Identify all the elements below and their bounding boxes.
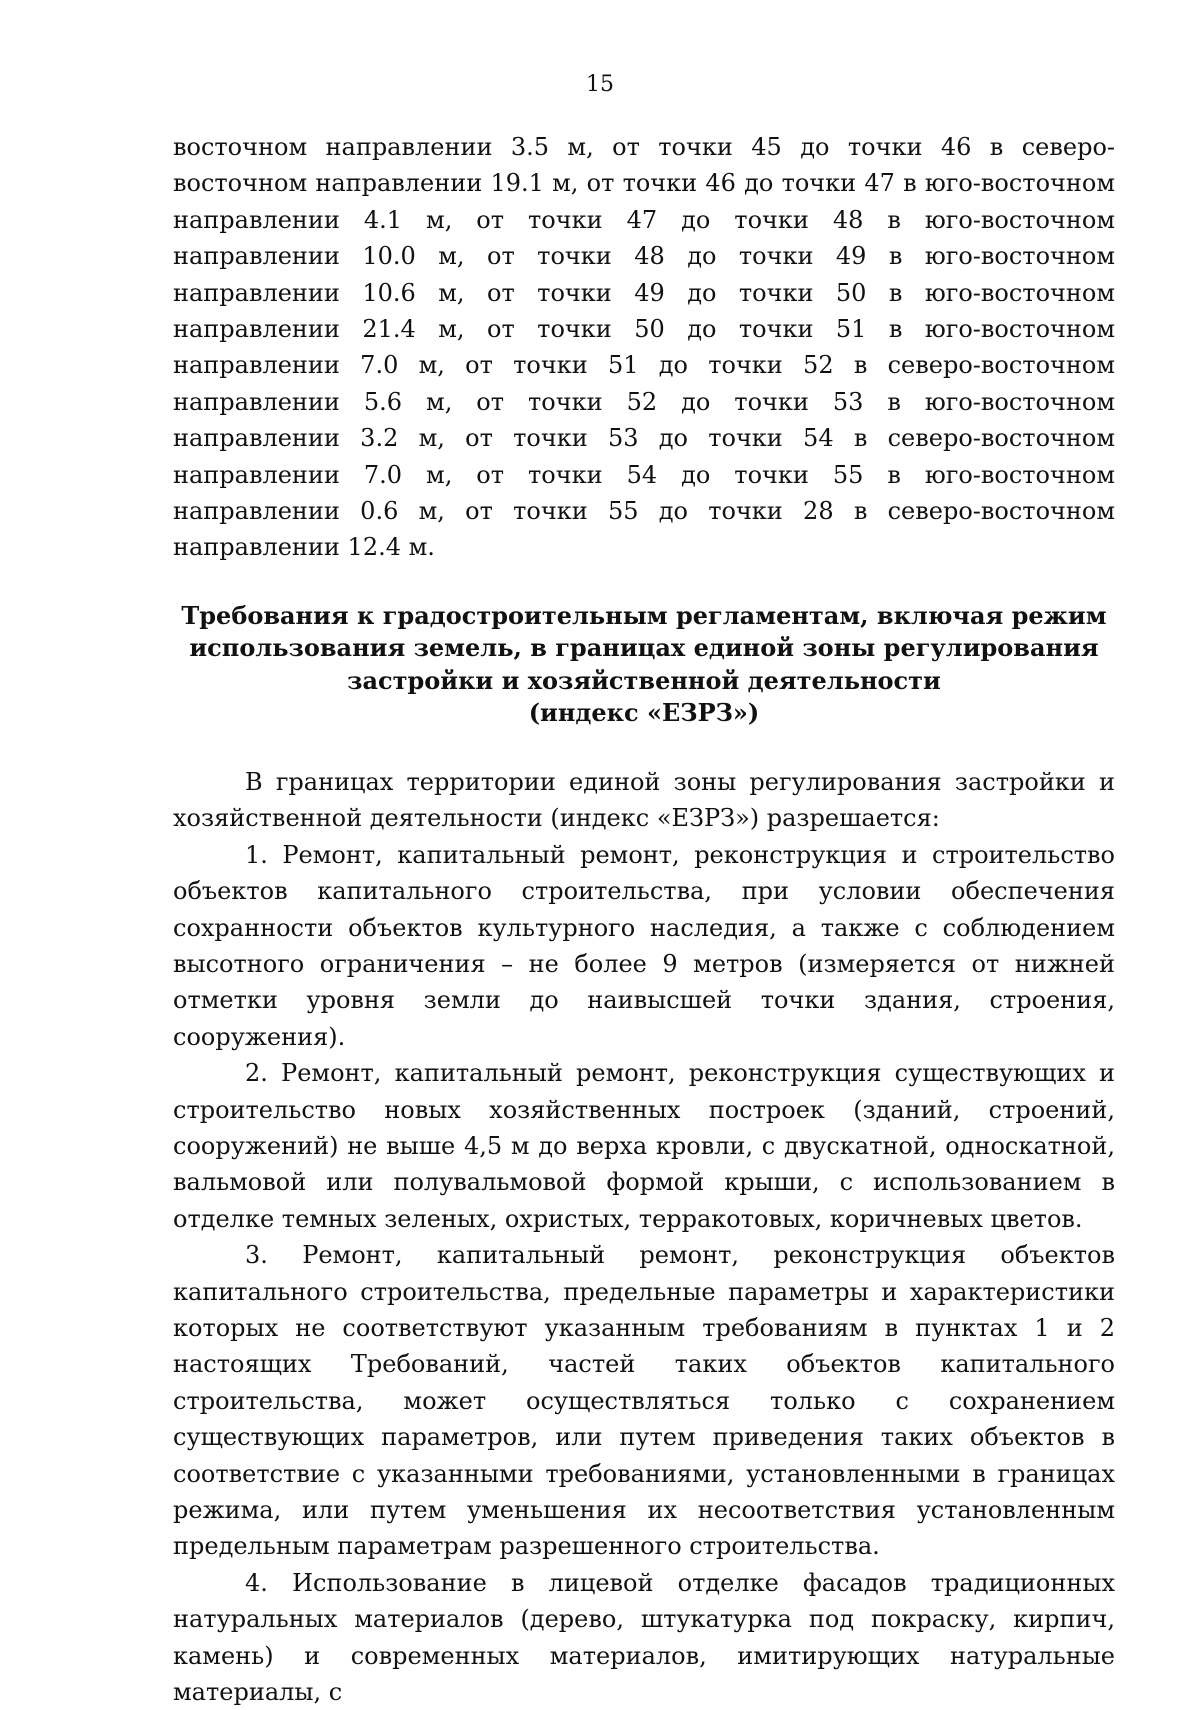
list-item-3: 3. Ремонт, капитальный ремонт, реконструкция объектов капитального строительства, предельные параметры и характеристики которых не соответствуют указанным требованиям в пунктах 1 и 2 настоящих Требований, частей таких объектов капитального строительства, может осуществляться только с сохранением существующих параметров, или путем приведения таких объектов в соответствие с указанными требованиями, установленными в границах режима, или путем уменьшения их несоответствия установленным предельным параметрам разрешенного строительства. [173,1241,1115,1561]
section-title-line-2: использования земель, в границах единой зоны регулирования [189,633,1099,663]
section-title-line-3: застройки и хозяйственной деятельности [347,665,941,695]
document-body [173,129,1115,1710]
lead-paragraph: В границах территории единой зоны регулирования застройки и хозяйственной деятельности (индекс «ЕЗРЗ») разрешается: [173,767,1115,833]
list-item-4: 4. Использование в лицевой отделке фасадов традиционных натуральных материалов (дерево, штукатурка под покраску, кирпич, камень) и современных материалов, имитирующих натуральные материалы, с [173,1568,1115,1707]
section-title-line-4: (индекс «ЕЗРЗ») [528,698,760,728]
page-number: 15 [586,72,614,97]
list-item-1: 1. Ремонт, капитальный ремонт, реконструкция и строительство объектов капитального строительства, при условии обеспечения сохранности объектов культурного наследия, а также с соблюдением высотного ограничения – не более 9 метров (измеряется от нижней отметки уровня земли до наивысшей точки здания, строения, сооружения). [173,840,1115,1051]
section-title-line-1: Требования к градостроительным регламентам, включая режим [181,600,1107,630]
list-item-2: 2. Ремонт, капитальный ремонт, реконструкция существующих и строительство новых хозяйственных построек (зданий, строений, сооружений) не выше 4,5 м до верха кровли, с двускатной, односкатной, вальмовой или полувальмовой формой крыши, с использованием в отделке темных зеленых, охристых, терракотовых, коричневых цветов. [173,1059,1115,1233]
section-title [173,600,1115,730]
intro-paragraph: восточном направлении 3.5 м, от точки 45 до точки 46 в северо-восточном направлении 19.1 м, от точки 46 до точки 47 в юго-восточном направлении 4.1 м, от точки 47 до точки 48 в юго-восточном направлении 10.0 м, от точки 48 до точки 49 в юго-восточном направлении 10.6 м, от точки 49 до точки 50 в юго-восточном направлении 21.4 м, от точки 50 до точки 51 в юго-восточном направлении 7.0 м, от точки 51 до точки 52 в северо-восточном направлении 5.6 м, от точки 52 до точки 53 в юго-восточном направлении 3.2 м, от точки 53 до точки 54 в северо-восточном направлении 7.0 м, от точки 54 до точки 55 в юго-восточном направлении 0.6 м, от точки 55 до точки 28 в северо-восточном направлении 12.4 м. [173,133,1115,562]
